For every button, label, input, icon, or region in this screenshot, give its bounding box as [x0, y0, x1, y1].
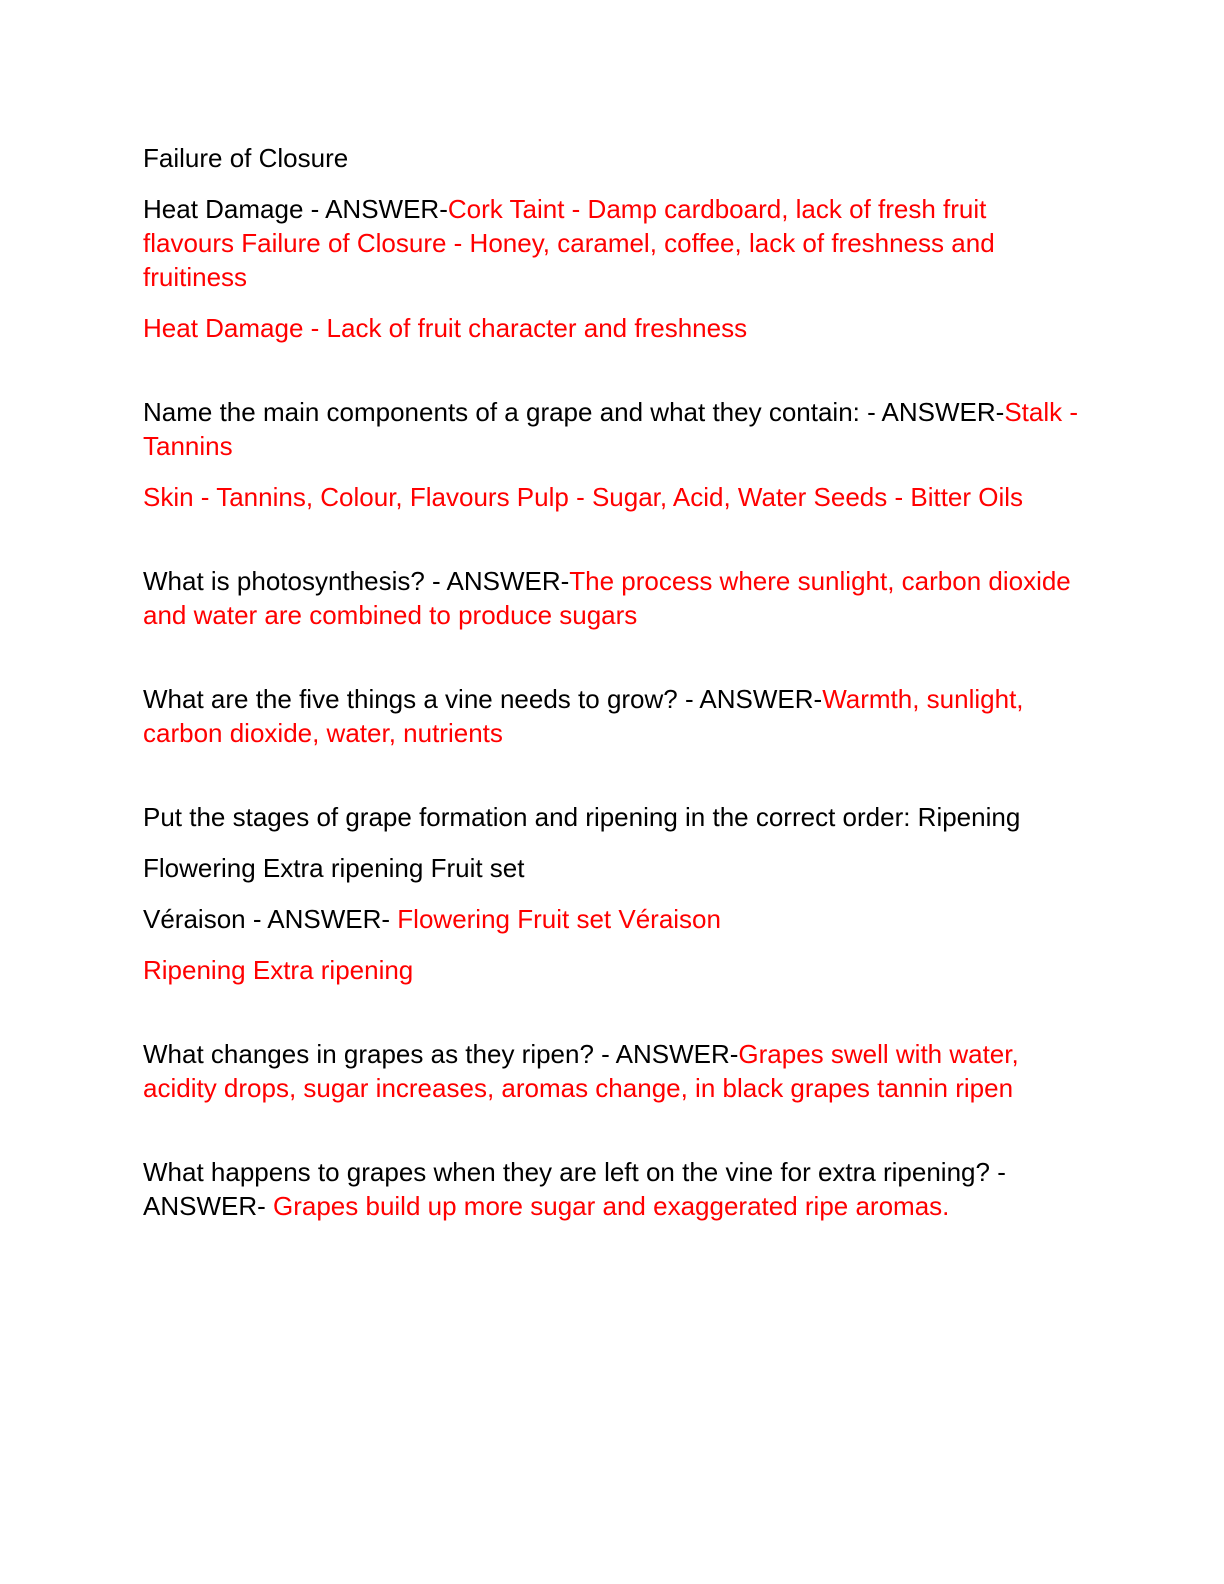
- question-text: What changes in grapes as they ripen? - ANSWER-: [143, 1039, 739, 1069]
- answer-text: Flowering Fruit set Véraison: [397, 904, 721, 934]
- question-text: Failure of Closure: [143, 143, 349, 173]
- document-body: [143, 141, 1083, 1240]
- qa-paragraph: [143, 953, 1083, 987]
- qa-paragraph: [143, 395, 1083, 463]
- question-text: What are the five things a vine needs to grow? - ANSWER-: [143, 684, 823, 714]
- question-text: What happens to grapes when they are left on the vine for extra ripening? - ANSWER-: [143, 1157, 1006, 1221]
- qa-paragraph: [143, 1037, 1083, 1105]
- answer-text: Grapes build up more sugar and exaggerated ripe aromas.: [273, 1191, 950, 1221]
- qa-paragraph: [143, 192, 1083, 294]
- qa-paragraph: [143, 480, 1083, 514]
- question-text: What is photosynthesis? - ANSWER-: [143, 566, 570, 596]
- answer-text: Stalk -Tannins: [143, 397, 1079, 461]
- qa-paragraph: [143, 800, 1083, 834]
- answer-text: Warmth, sunlight, carbon dioxide, water, nutrients: [143, 684, 1024, 748]
- question-text: Name the main components of a grape and what they contain: - ANSWER-: [143, 397, 1005, 427]
- answer-text: Ripening Extra ripening: [143, 955, 414, 985]
- qa-paragraph: [143, 682, 1083, 750]
- heading-text: [143, 141, 1083, 175]
- answer-text: Skin - Tannins, Colour, Flavours Pulp - Sugar, Acid, Water Seeds - Bitter Oils: [143, 482, 1024, 512]
- answer-text: Grapes swell with water, acidity drops, sugar increases, aromas change, in black grapes tannin ripen: [143, 1039, 1019, 1103]
- qa-paragraph: [143, 311, 1083, 345]
- question-text: Flowering Extra ripening Fruit set: [143, 853, 525, 883]
- answer-text: Heat Damage - Lack of fruit character and freshness: [143, 313, 748, 343]
- question-text: Heat Damage - ANSWER-: [143, 194, 448, 224]
- question-text: Put the stages of grape formation and ripening in the correct order: Ripening: [143, 802, 1021, 832]
- qa-paragraph: [143, 902, 1083, 936]
- qa-paragraph: [143, 851, 1083, 885]
- answer-text: The process where sunlight, carbon dioxide and water are combined to produce sugars: [143, 566, 1071, 630]
- qa-paragraph: [143, 564, 1083, 632]
- answer-text: Cork Taint - Damp cardboard, lack of fresh fruit flavours Failure of Closure - Honey, caramel, coffee, lack of freshness and fruitiness: [143, 194, 995, 292]
- question-text: Véraison - ANSWER-: [143, 904, 398, 934]
- qa-paragraph: [143, 1155, 1083, 1223]
